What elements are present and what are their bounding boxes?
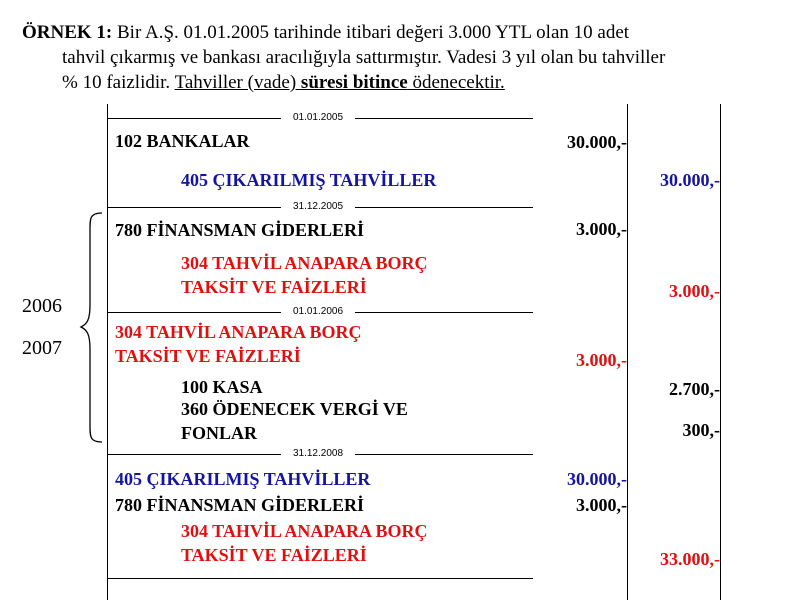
e3-credit2-account-line-1: 360 ÖDENECEK VERGİ VE [181, 399, 408, 419]
e4-credit-account-line-1: 304 TAHVİL ANAPARA BORÇ [181, 521, 428, 541]
date-label-3: 01.01.2006 [281, 306, 355, 318]
e2-credit-amount: 3.000,- [669, 281, 720, 301]
e3-credit2-account-line-2: FONLAR [181, 423, 257, 443]
e3-debit-account-line-2: TAKSİT VE FAİZLERİ [115, 346, 301, 366]
date-label-4: 31.12.2008 [281, 448, 355, 460]
paragraph-line-1-text: Bir A.Ş. 01.01.2005 tarihinde itibari değeri 3.000 YTL olan 10 adet [112, 22, 630, 43]
e2-credit-account-line-2: TAKSİT VE FAİZLERİ [181, 277, 367, 297]
journal-middle-border [627, 104, 628, 600]
paragraph-line-2: tahvil çıkarmış ve bankası aracılığıyla sattırmıştır. Vadesi 3 yıl olan bu tahviller [62, 47, 666, 68]
e3-credit1-account: 100 KASA [181, 377, 263, 397]
journal-right-border [720, 104, 721, 600]
e4-debit2-account: 780 FİNANSMAN GİDERLERİ [115, 495, 365, 515]
curly-brace-icon [78, 210, 108, 445]
year-label-2006: 2006 [22, 295, 62, 317]
e1-debit-amount: 30.000,- [567, 132, 627, 152]
e3-credit2-amount: 300,- [682, 420, 720, 440]
date-label-1: 01.01.2005 [281, 112, 355, 124]
paragraph-line-1 [22, 20, 782, 45]
e1-credit-amount: 30.000,- [660, 170, 720, 190]
underlined-text-2: ödenecektir. [407, 72, 505, 93]
date-label-2: 31.12.2005 [281, 201, 355, 213]
e4-credit-account-line-2: TAKSİT VE FAİZLERİ [181, 545, 367, 565]
example-paragraph [22, 20, 782, 95]
e2-debit-amount: 3.000,- [576, 219, 627, 239]
e2-debit-account: 780 FİNANSMAN GİDERLERİ [115, 220, 365, 240]
e1-debit-account: 102 BANKALAR [115, 131, 250, 151]
interest-text: % 10 faizlidir. [62, 72, 175, 93]
e4-credit-amount: 33.000,- [660, 549, 720, 569]
underlined-text-1: Tahviller (vade) [174, 72, 301, 93]
e3-debit-amount: 3.000,- [576, 350, 627, 370]
e4-debit2-amount: 3.000,- [576, 495, 627, 515]
e1-credit-account: 405 ÇIKARILMIŞ TAHVİLLER [181, 170, 437, 190]
year-label-2007: 2007 [22, 337, 62, 359]
e4-debit1-account: 405 ÇIKARILMIŞ TAHVİLLER [115, 469, 371, 489]
e3-credit1-amount: 2.700,- [669, 379, 720, 399]
underlined-bold-text: süresi bitince [300, 72, 408, 93]
example-label: ÖRNEK 1: [22, 22, 113, 43]
separator-5 [107, 578, 533, 579]
e2-credit-account-line-1: 304 TAHVİL ANAPARA BORÇ [181, 253, 428, 273]
e3-debit-account-line-1: 304 TAHVİL ANAPARA BORÇ [115, 322, 362, 342]
e4-debit1-amount: 30.000,- [567, 469, 627, 489]
paragraph-line-3 [22, 70, 782, 95]
